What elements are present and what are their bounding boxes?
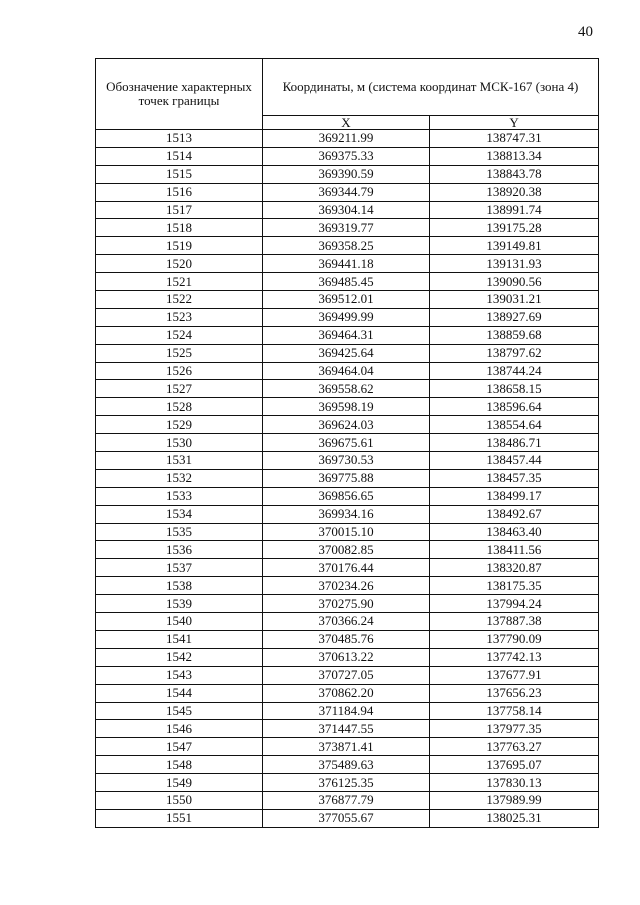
coordinates-header: Координаты, м (система координат МСК-167 (зона 4)	[263, 59, 599, 116]
x-coordinate-cell: 369730.53	[263, 452, 430, 470]
y-coordinate-cell: 138486.71	[430, 434, 599, 452]
point-id-cell: 1539	[96, 595, 263, 613]
x-coordinate-cell: 369675.61	[263, 434, 430, 452]
x-coordinate-cell: 370727.05	[263, 666, 430, 684]
x-coordinate-cell: 376877.79	[263, 791, 430, 809]
y-coordinate-cell: 137742.13	[430, 648, 599, 666]
table-row	[96, 434, 599, 452]
table-row	[96, 398, 599, 416]
y-coordinate-cell: 138843.78	[430, 165, 599, 183]
point-id-cell: 1521	[96, 273, 263, 291]
table-row	[96, 291, 599, 309]
point-id-cell: 1538	[96, 577, 263, 595]
y-coordinate-cell: 137790.09	[430, 630, 599, 648]
y-coordinate-cell: 138457.35	[430, 469, 599, 487]
x-coordinate-cell: 370275.90	[263, 595, 430, 613]
x-coordinate-cell: 370015.10	[263, 523, 430, 541]
y-coordinate-cell: 139031.21	[430, 291, 599, 309]
point-id-cell: 1526	[96, 362, 263, 380]
point-id-cell: 1543	[96, 666, 263, 684]
table-row	[96, 809, 599, 827]
table-row	[96, 452, 599, 470]
x-coordinate-cell: 370082.85	[263, 541, 430, 559]
x-coordinate-cell: 369375.33	[263, 147, 430, 165]
x-coordinate-cell: 369598.19	[263, 398, 430, 416]
x-coordinate-cell: 369624.03	[263, 416, 430, 434]
point-id-cell: 1519	[96, 237, 263, 255]
x-coordinate-cell: 369344.79	[263, 183, 430, 201]
table-row	[96, 541, 599, 559]
table-row	[96, 237, 599, 255]
point-id-cell: 1547	[96, 738, 263, 756]
y-coordinate-cell: 138744.24	[430, 362, 599, 380]
y-coordinate-cell: 138175.35	[430, 577, 599, 595]
x-coordinate-cell: 369319.77	[263, 219, 430, 237]
coordinates-table	[95, 58, 599, 828]
y-coordinate-cell: 138658.15	[430, 380, 599, 398]
x-coordinate-cell: 369390.59	[263, 165, 430, 183]
point-id-cell: 1525	[96, 344, 263, 362]
table-row	[96, 219, 599, 237]
table-row	[96, 469, 599, 487]
x-coordinate-cell: 369358.25	[263, 237, 430, 255]
point-id-cell: 1542	[96, 648, 263, 666]
point-id-cell: 1513	[96, 130, 263, 148]
point-id-cell: 1532	[96, 469, 263, 487]
x-coordinate-cell: 370862.20	[263, 684, 430, 702]
point-id-cell: 1516	[96, 183, 263, 201]
table-row	[96, 738, 599, 756]
x-coordinate-cell: 369464.04	[263, 362, 430, 380]
table-row	[96, 362, 599, 380]
table-row	[96, 380, 599, 398]
point-id-cell: 1530	[96, 434, 263, 452]
point-id-cell: 1540	[96, 613, 263, 631]
x-coordinate-cell: 373871.41	[263, 738, 430, 756]
point-id-cell: 1534	[96, 505, 263, 523]
y-coordinate-cell: 139149.81	[430, 237, 599, 255]
y-coordinate-cell: 137695.07	[430, 756, 599, 774]
x-coordinate-cell: 369441.18	[263, 255, 430, 273]
y-coordinate-cell: 138596.64	[430, 398, 599, 416]
point-id-cell: 1531	[96, 452, 263, 470]
table-row	[96, 774, 599, 792]
x-coordinate-cell: 370613.22	[263, 648, 430, 666]
y-coordinate-cell: 138025.31	[430, 809, 599, 827]
table-row	[96, 613, 599, 631]
table-row	[96, 308, 599, 326]
y-coordinate-cell: 138554.64	[430, 416, 599, 434]
table-row	[96, 577, 599, 595]
point-id-cell: 1535	[96, 523, 263, 541]
table-row	[96, 756, 599, 774]
y-coordinate-cell: 138813.34	[430, 147, 599, 165]
y-coordinate-cell: 138499.17	[430, 487, 599, 505]
x-coordinate-cell: 377055.67	[263, 809, 430, 827]
table-body	[96, 130, 599, 828]
y-coordinate-cell: 137887.38	[430, 613, 599, 631]
y-column-header: Y	[430, 116, 599, 130]
point-id-cell: 1550	[96, 791, 263, 809]
point-id-cell: 1522	[96, 291, 263, 309]
table-row	[96, 648, 599, 666]
point-id-cell: 1527	[96, 380, 263, 398]
table-row	[96, 720, 599, 738]
point-id-cell: 1548	[96, 756, 263, 774]
table-row	[96, 165, 599, 183]
point-id-cell: 1537	[96, 559, 263, 577]
point-id-cell: 1533	[96, 487, 263, 505]
y-coordinate-cell: 138411.56	[430, 541, 599, 559]
x-coordinate-cell: 369425.64	[263, 344, 430, 362]
x-coordinate-cell: 369304.14	[263, 201, 430, 219]
y-coordinate-cell: 138457.44	[430, 452, 599, 470]
x-coordinate-cell: 371184.94	[263, 702, 430, 720]
point-id-cell: 1520	[96, 255, 263, 273]
point-id-cell: 1524	[96, 326, 263, 344]
table-row	[96, 147, 599, 165]
x-coordinate-cell: 376125.35	[263, 774, 430, 792]
x-coordinate-cell: 370485.76	[263, 630, 430, 648]
y-coordinate-cell: 137989.99	[430, 791, 599, 809]
x-coordinate-cell: 369211.99	[263, 130, 430, 148]
point-id-cell: 1515	[96, 165, 263, 183]
y-coordinate-cell: 137830.13	[430, 774, 599, 792]
point-id-cell: 1518	[96, 219, 263, 237]
y-coordinate-cell: 137763.27	[430, 738, 599, 756]
x-column-header: X	[263, 116, 430, 130]
y-coordinate-cell: 138859.68	[430, 326, 599, 344]
y-coordinate-cell: 138463.40	[430, 523, 599, 541]
y-coordinate-cell: 137677.91	[430, 666, 599, 684]
y-coordinate-cell: 138747.31	[430, 130, 599, 148]
x-coordinate-cell: 375489.63	[263, 756, 430, 774]
y-coordinate-cell: 138492.67	[430, 505, 599, 523]
table-row	[96, 183, 599, 201]
y-coordinate-cell: 138927.69	[430, 308, 599, 326]
point-id-cell: 1517	[96, 201, 263, 219]
point-id-cell: 1545	[96, 702, 263, 720]
point-id-cell: 1544	[96, 684, 263, 702]
y-coordinate-cell: 137994.24	[430, 595, 599, 613]
x-coordinate-cell: 370234.26	[263, 577, 430, 595]
table-row	[96, 505, 599, 523]
point-id-cell: 1546	[96, 720, 263, 738]
point-id-cell: 1549	[96, 774, 263, 792]
point-id-cell: 1541	[96, 630, 263, 648]
x-coordinate-cell: 369934.16	[263, 505, 430, 523]
x-coordinate-cell: 369464.31	[263, 326, 430, 344]
y-coordinate-cell: 138991.74	[430, 201, 599, 219]
x-coordinate-cell: 369775.88	[263, 469, 430, 487]
table-row	[96, 326, 599, 344]
table-row	[96, 487, 599, 505]
table-row	[96, 416, 599, 434]
point-id-cell: 1529	[96, 416, 263, 434]
y-coordinate-cell: 138797.62	[430, 344, 599, 362]
x-coordinate-cell: 370366.24	[263, 613, 430, 631]
x-coordinate-cell: 370176.44	[263, 559, 430, 577]
point-id-cell: 1551	[96, 809, 263, 827]
point-id-cell: 1514	[96, 147, 263, 165]
table-row	[96, 684, 599, 702]
y-coordinate-cell: 139090.56	[430, 273, 599, 291]
x-coordinate-cell: 371447.55	[263, 720, 430, 738]
point-id-cell: 1528	[96, 398, 263, 416]
y-coordinate-cell: 138920.38	[430, 183, 599, 201]
point-id-cell: 1536	[96, 541, 263, 559]
table-row	[96, 273, 599, 291]
table-row	[96, 666, 599, 684]
table-row	[96, 791, 599, 809]
table-row	[96, 255, 599, 273]
y-coordinate-cell: 137977.35	[430, 720, 599, 738]
table-row	[96, 559, 599, 577]
y-coordinate-cell: 139175.28	[430, 219, 599, 237]
table-row	[96, 595, 599, 613]
table-row	[96, 523, 599, 541]
table-row	[96, 344, 599, 362]
x-coordinate-cell: 369512.01	[263, 291, 430, 309]
y-coordinate-cell: 137758.14	[430, 702, 599, 720]
y-coordinate-cell: 139131.93	[430, 255, 599, 273]
point-designation-header: Обозначение характерных точек границы	[96, 59, 263, 130]
x-coordinate-cell: 369499.99	[263, 308, 430, 326]
table-row	[96, 630, 599, 648]
y-coordinate-cell: 138320.87	[430, 559, 599, 577]
table-row	[96, 130, 599, 148]
x-coordinate-cell: 369856.65	[263, 487, 430, 505]
y-coordinate-cell: 137656.23	[430, 684, 599, 702]
x-coordinate-cell: 369558.62	[263, 380, 430, 398]
table-row	[96, 702, 599, 720]
page-number: 40	[578, 24, 593, 40]
point-id-cell: 1523	[96, 308, 263, 326]
x-coordinate-cell: 369485.45	[263, 273, 430, 291]
table-row	[96, 201, 599, 219]
